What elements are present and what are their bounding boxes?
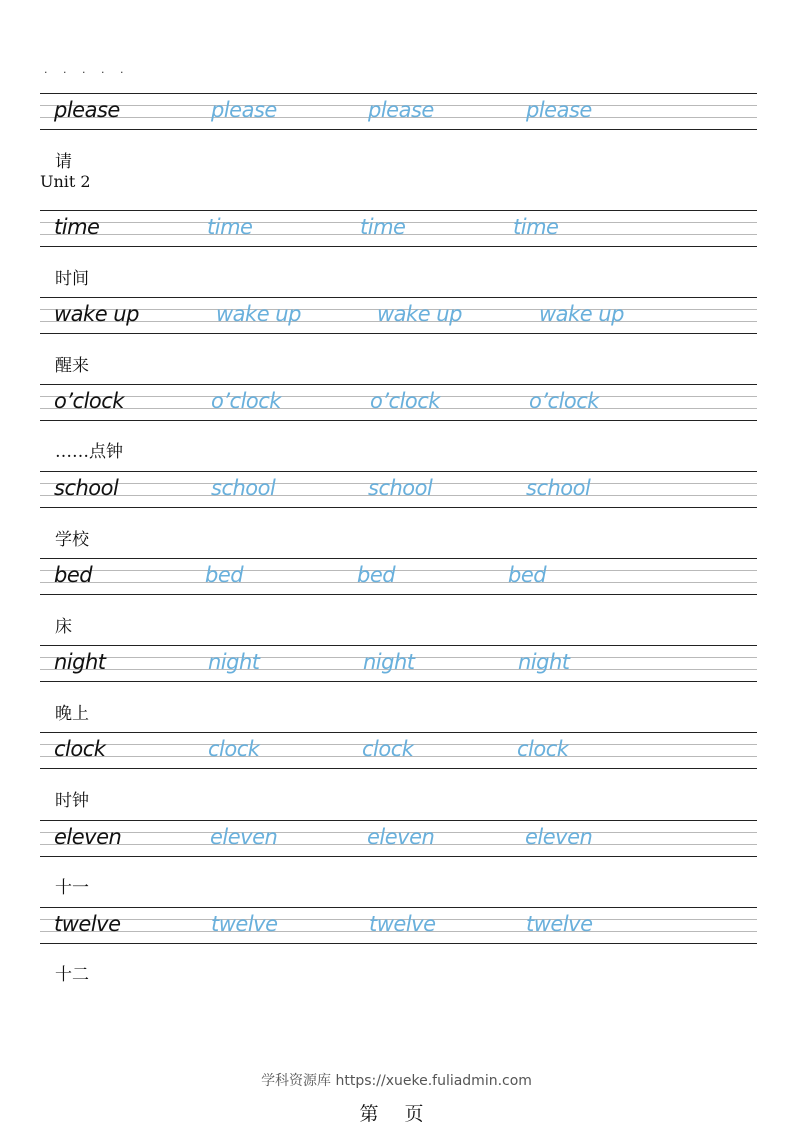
trace-word: wake up [539,302,624,326]
trace-word: please [368,98,434,122]
trace-word: twelve [369,912,436,936]
trace-word: time [360,215,406,239]
trace-word: clock [208,737,260,761]
trace-word: o’clock [370,389,440,413]
trace-word: bed [357,563,396,587]
trace-word: eleven [367,825,435,849]
handwriting-row-clock [40,732,757,769]
meaning-bed: 床 [55,617,72,637]
vocab-word: please [54,98,120,122]
trace-word: night [208,650,260,674]
handwriting-row-wake-up [40,297,757,334]
meaning-wake-up: 醒来 [55,356,89,376]
handwriting-row-eleven [40,820,757,857]
vocab-word: o’clock [54,389,124,413]
trace-word: please [526,98,592,122]
trace-word: wake up [216,302,301,326]
trace-word: please [211,98,277,122]
handwriting-row-twelve [40,907,757,944]
trace-word: time [513,215,559,239]
vocab-word: clock [54,737,106,761]
handwriting-row-please [40,93,757,130]
trace-word: school [368,476,433,500]
meaning-clock: 时钟 [55,791,89,811]
meaning-please: 请 [55,152,72,172]
meaning-night: 晚上 [55,704,89,724]
trace-word: wake up [377,302,462,326]
handwriting-row-oclock [40,384,757,421]
trace-word: o’clock [529,389,599,413]
vocab-word: night [54,650,106,674]
trace-word: eleven [525,825,593,849]
vocab-word: wake up [54,302,139,326]
handwriting-row-night [40,645,757,682]
trace-word: eleven [210,825,278,849]
handwriting-row-bed [40,558,757,595]
trace-word: time [207,215,253,239]
unit-heading: Unit 2 [40,172,91,191]
trace-word: twelve [526,912,593,936]
clipped-previous-text: · · · · · [44,66,130,79]
vocab-word: school [54,476,119,500]
trace-word: school [211,476,276,500]
meaning-twelve: 十二 [55,965,89,985]
trace-word: o’clock [211,389,281,413]
trace-word: twelve [211,912,278,936]
vocab-word: time [54,215,100,239]
trace-word: clock [517,737,569,761]
trace-word: night [363,650,415,674]
vocab-word: twelve [54,912,121,936]
vocab-word: bed [54,563,93,587]
handwriting-row-time [40,210,757,247]
meaning-oclock: ……点钟 [55,442,123,462]
trace-word: bed [205,563,244,587]
meaning-school: 学校 [55,530,89,550]
trace-word: night [518,650,570,674]
footer-source: 学科资源库 https://xueke.fuliadmin.com [261,1073,532,1089]
handwriting-row-school [40,471,757,508]
trace-word: clock [362,737,414,761]
page-number: 第 页 [359,1103,434,1125]
trace-word: school [526,476,591,500]
vocab-word: eleven [54,825,122,849]
meaning-time: 时间 [55,269,89,289]
trace-word: bed [508,563,547,587]
meaning-eleven: 十一 [55,878,89,898]
